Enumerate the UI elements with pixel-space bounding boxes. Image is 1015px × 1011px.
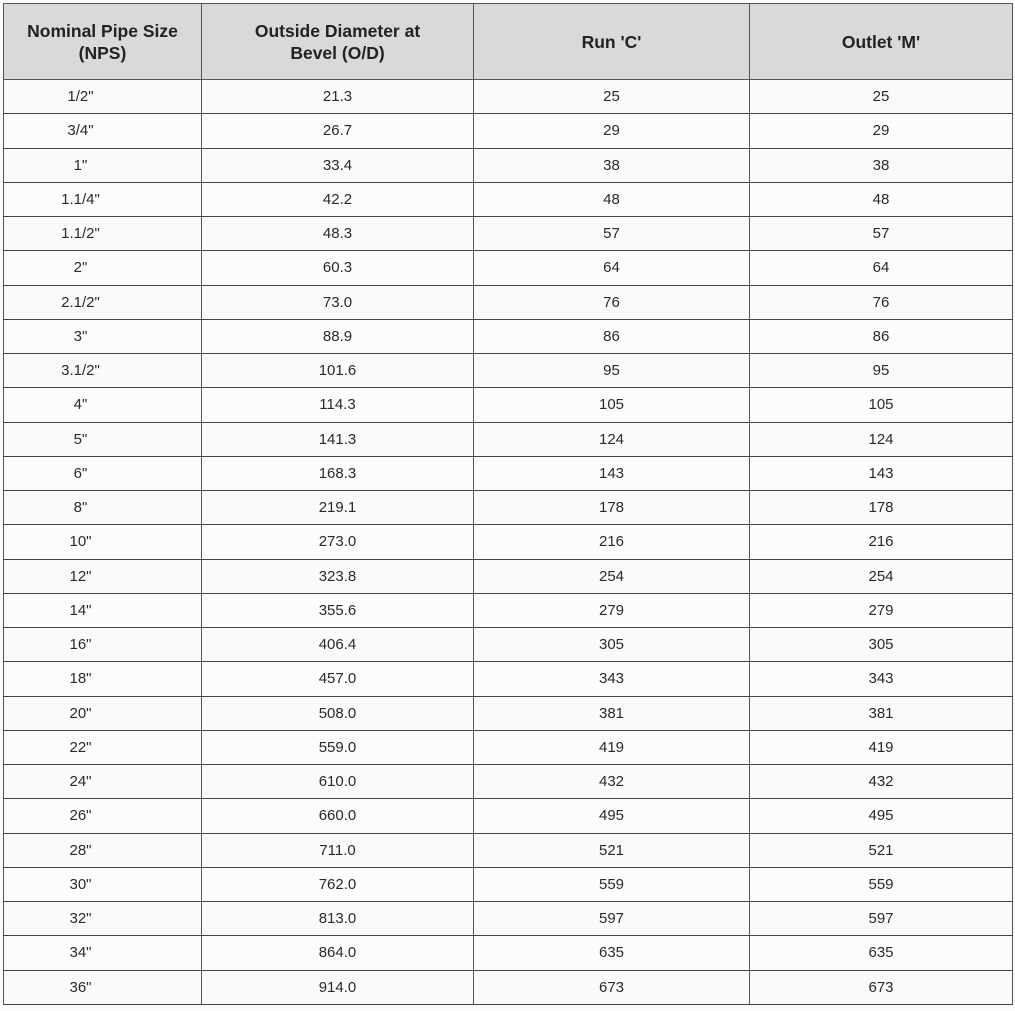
- cell-run-c: 76: [474, 285, 750, 319]
- cell-run-c: 343: [474, 662, 750, 696]
- cell-run-c: 25: [474, 80, 750, 114]
- table-row: [4, 456, 1013, 490]
- cell-run-c: 559: [474, 867, 750, 901]
- cell-run-c: 432: [474, 765, 750, 799]
- cell-run-c: 279: [474, 593, 750, 627]
- cell-run-c: 38: [474, 148, 750, 182]
- cell-outside-diameter: 355.6: [202, 593, 474, 627]
- cell-outlet-m: 95: [750, 354, 1013, 388]
- table-row: [4, 251, 1013, 285]
- cell-nps: 1.1/4": [4, 182, 202, 216]
- header-outlet-m: [750, 4, 1013, 80]
- table-row: [4, 765, 1013, 799]
- cell-nps: 4": [4, 388, 202, 422]
- cell-outlet-m: 597: [750, 902, 1013, 936]
- cell-run-c: 381: [474, 696, 750, 730]
- cell-outside-diameter: 813.0: [202, 902, 474, 936]
- cell-outside-diameter: 141.3: [202, 422, 474, 456]
- cell-nps: 2": [4, 251, 202, 285]
- cell-nps: 32": [4, 902, 202, 936]
- cell-outlet-m: 635: [750, 936, 1013, 970]
- cell-outlet-m: 521: [750, 833, 1013, 867]
- table-row: [4, 867, 1013, 901]
- cell-outside-diameter: 914.0: [202, 970, 474, 1004]
- cell-outlet-m: 124: [750, 422, 1013, 456]
- table-row: [4, 388, 1013, 422]
- cell-run-c: 105: [474, 388, 750, 422]
- cell-nps: 10": [4, 525, 202, 559]
- cell-nps: 18": [4, 662, 202, 696]
- cell-outside-diameter: 610.0: [202, 765, 474, 799]
- cell-outside-diameter: 406.4: [202, 628, 474, 662]
- cell-nps: 28": [4, 833, 202, 867]
- cell-outlet-m: 279: [750, 593, 1013, 627]
- cell-nps: 14": [4, 593, 202, 627]
- cell-run-c: 64: [474, 251, 750, 285]
- cell-nps: 36": [4, 970, 202, 1004]
- cell-run-c: 305: [474, 628, 750, 662]
- cell-outside-diameter: 864.0: [202, 936, 474, 970]
- cell-outlet-m: 305: [750, 628, 1013, 662]
- header-nps-line1: Nominal Pipe Size: [27, 20, 178, 41]
- table-row: [4, 559, 1013, 593]
- cell-outlet-m: 76: [750, 285, 1013, 319]
- header-run-c: [474, 4, 750, 80]
- table-row: [4, 593, 1013, 627]
- table-row: [4, 696, 1013, 730]
- cell-outside-diameter: 168.3: [202, 456, 474, 490]
- cell-outlet-m: 495: [750, 799, 1013, 833]
- table-row: [4, 80, 1013, 114]
- table-row: [4, 799, 1013, 833]
- cell-run-c: 178: [474, 491, 750, 525]
- cell-outside-diameter: 559.0: [202, 730, 474, 764]
- cell-outlet-m: 25: [750, 80, 1013, 114]
- table-row: [4, 217, 1013, 251]
- pipe-dimensions-table: [3, 3, 1013, 1005]
- cell-outside-diameter: 457.0: [202, 662, 474, 696]
- cell-nps: 16": [4, 628, 202, 662]
- cell-nps: 12": [4, 559, 202, 593]
- header-od-line1: Outside Diameter at: [254, 20, 421, 41]
- cell-outside-diameter: 60.3: [202, 251, 474, 285]
- header-outside-diameter: [202, 4, 474, 80]
- cell-outside-diameter: 273.0: [202, 525, 474, 559]
- cell-outside-diameter: 114.3: [202, 388, 474, 422]
- cell-outside-diameter: 101.6: [202, 354, 474, 388]
- table-row: [4, 319, 1013, 353]
- cell-outlet-m: 419: [750, 730, 1013, 764]
- cell-nps: 30": [4, 867, 202, 901]
- cell-nps: 8": [4, 491, 202, 525]
- cell-nps: 20": [4, 696, 202, 730]
- header-run-label: Run 'C': [581, 31, 642, 52]
- cell-outlet-m: 178: [750, 491, 1013, 525]
- table-row: [4, 285, 1013, 319]
- cell-outlet-m: 64: [750, 251, 1013, 285]
- cell-run-c: 48: [474, 182, 750, 216]
- cell-nps: 34": [4, 936, 202, 970]
- cell-outlet-m: 381: [750, 696, 1013, 730]
- cell-run-c: 57: [474, 217, 750, 251]
- cell-run-c: 124: [474, 422, 750, 456]
- header-nps-line2: (NPS): [78, 42, 127, 63]
- cell-nps: 3.1/2": [4, 354, 202, 388]
- cell-nps: 5": [4, 422, 202, 456]
- cell-run-c: 597: [474, 902, 750, 936]
- cell-nps: 1": [4, 148, 202, 182]
- cell-run-c: 216: [474, 525, 750, 559]
- table-row: [4, 730, 1013, 764]
- cell-outside-diameter: 21.3: [202, 80, 474, 114]
- cell-run-c: 86: [474, 319, 750, 353]
- cell-run-c: 29: [474, 114, 750, 148]
- cell-outlet-m: 143: [750, 456, 1013, 490]
- cell-outlet-m: 57: [750, 217, 1013, 251]
- table-row: [4, 148, 1013, 182]
- table-row: [4, 114, 1013, 148]
- cell-run-c: 95: [474, 354, 750, 388]
- cell-run-c: 635: [474, 936, 750, 970]
- cell-outlet-m: 254: [750, 559, 1013, 593]
- cell-run-c: 143: [474, 456, 750, 490]
- table-row: [4, 936, 1013, 970]
- cell-outside-diameter: 660.0: [202, 799, 474, 833]
- cell-outlet-m: 86: [750, 319, 1013, 353]
- header-outlet-label: Outlet 'M': [841, 31, 921, 52]
- table-row: [4, 970, 1013, 1004]
- cell-outlet-m: 105: [750, 388, 1013, 422]
- header-od-line2: Bevel (O/D): [290, 42, 385, 63]
- cell-outlet-m: 673: [750, 970, 1013, 1004]
- table-row: [4, 422, 1013, 456]
- cell-outside-diameter: 48.3: [202, 217, 474, 251]
- cell-outside-diameter: 33.4: [202, 148, 474, 182]
- cell-outlet-m: 559: [750, 867, 1013, 901]
- cell-outside-diameter: 26.7: [202, 114, 474, 148]
- cell-outside-diameter: 508.0: [202, 696, 474, 730]
- cell-outside-diameter: 73.0: [202, 285, 474, 319]
- header-row: [4, 4, 1013, 80]
- cell-run-c: 254: [474, 559, 750, 593]
- cell-nps: 1/2": [4, 80, 202, 114]
- cell-outlet-m: 38: [750, 148, 1013, 182]
- header-nps: [4, 4, 202, 80]
- cell-run-c: 673: [474, 970, 750, 1004]
- table-row: [4, 525, 1013, 559]
- cell-outside-diameter: 219.1: [202, 491, 474, 525]
- cell-outlet-m: 432: [750, 765, 1013, 799]
- cell-outside-diameter: 323.8: [202, 559, 474, 593]
- table-row: [4, 833, 1013, 867]
- table-row: [4, 662, 1013, 696]
- table-row: [4, 628, 1013, 662]
- cell-run-c: 521: [474, 833, 750, 867]
- cell-nps: 3": [4, 319, 202, 353]
- table-row: [4, 182, 1013, 216]
- cell-outside-diameter: 88.9: [202, 319, 474, 353]
- cell-outlet-m: 216: [750, 525, 1013, 559]
- cell-nps: 1.1/2": [4, 217, 202, 251]
- cell-outside-diameter: 762.0: [202, 867, 474, 901]
- cell-nps: 6": [4, 456, 202, 490]
- cell-run-c: 495: [474, 799, 750, 833]
- table-row: [4, 491, 1013, 525]
- cell-outlet-m: 48: [750, 182, 1013, 216]
- table-row: [4, 902, 1013, 936]
- cell-run-c: 419: [474, 730, 750, 764]
- cell-nps: 24": [4, 765, 202, 799]
- cell-outlet-m: 29: [750, 114, 1013, 148]
- cell-outside-diameter: 711.0: [202, 833, 474, 867]
- cell-nps: 3/4": [4, 114, 202, 148]
- cell-outside-diameter: 42.2: [202, 182, 474, 216]
- cell-nps: 2.1/2": [4, 285, 202, 319]
- cell-outlet-m: 343: [750, 662, 1013, 696]
- table-body: [4, 80, 1013, 1005]
- cell-nps: 26": [4, 799, 202, 833]
- table-row: [4, 354, 1013, 388]
- cell-nps: 22": [4, 730, 202, 764]
